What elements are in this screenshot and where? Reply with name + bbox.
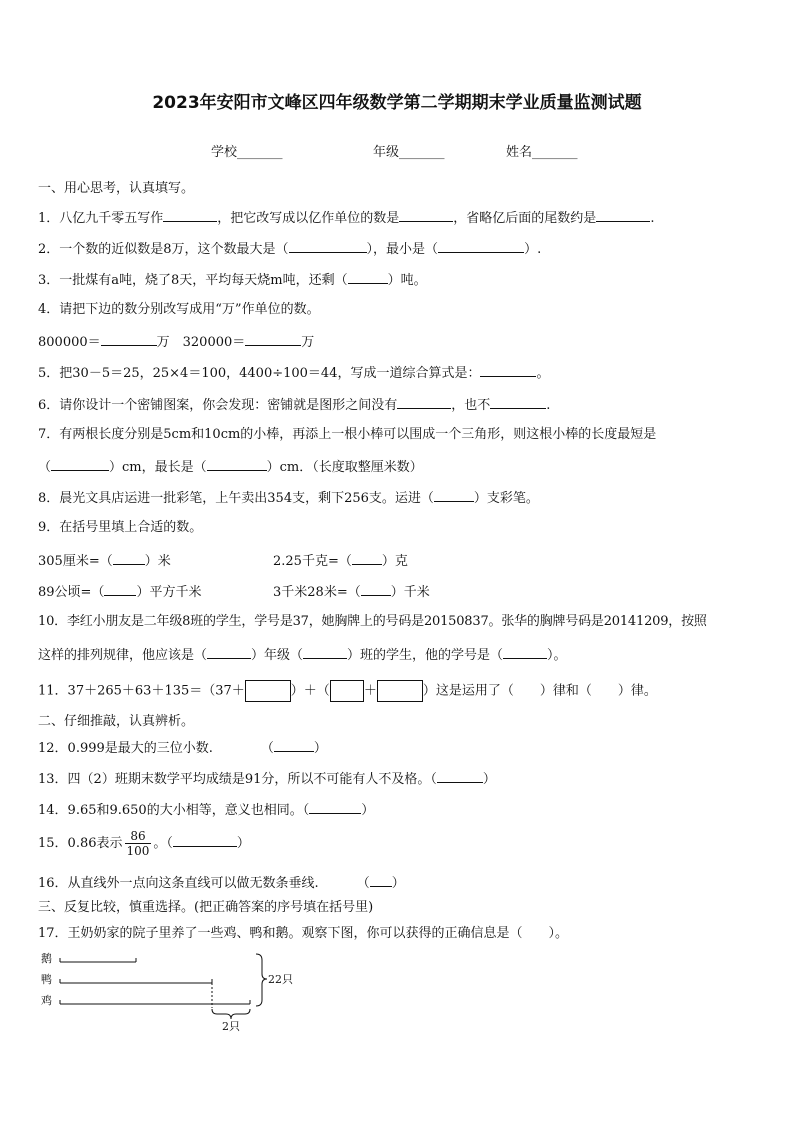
- answer-blank[interactable]: [480, 363, 536, 377]
- total-brace: [256, 954, 267, 1006]
- question-10: 10．李红小朋友是二年级8班的学生，学号是37，她胸牌上的号码是20150837。张华的胸牌号码是20141209，按照: [38, 614, 707, 629]
- line-segment-diagram: [38, 948, 308, 1034]
- page-title: 2023年安阳市文峰区四年级数学第二学期期末学业质量监测试题: [152, 93, 642, 113]
- answer-box[interactable]: [330, 680, 364, 702]
- question-16: 16．从直线外一点向这条直线可以做无数条垂线. （ ）: [38, 873, 405, 893]
- answer-box[interactable]: [245, 680, 291, 702]
- name-field: 姓名_______: [506, 145, 578, 160]
- school-field: 学校_______: [211, 145, 283, 160]
- question-9-row-2-right: 3千米28米=（ ）千米: [273, 582, 430, 602]
- question-12: 12．0.999是最大的三位小数. （ ）: [38, 738, 327, 758]
- answer-blank[interactable]: [437, 769, 483, 783]
- goose-label: 鹅: [41, 952, 52, 965]
- answer-blank[interactable]: [207, 457, 267, 471]
- answer-blank[interactable]: [173, 833, 237, 847]
- question-1: 1．八亿九千零五写作 ，把它改写成以亿作单位的数是 ，省略亿后面的尾数约是 .: [38, 208, 654, 228]
- answer-blank[interactable]: [490, 395, 546, 409]
- question-17: 17．王奶奶家的院子里养了一些鸡、鸭和鹅。观察下图，你可以获得的正确信息是（ ）。: [38, 926, 569, 941]
- chicken-label: 鸡: [41, 994, 52, 1007]
- question-7-blanks: （ ）cm，最长是（ ）cm．（长度取整厘米数）: [38, 457, 423, 477]
- question-4: 4．请把下边的数分别改写成用“万”作单位的数。: [38, 302, 320, 317]
- duck-label: 鸭: [41, 973, 52, 986]
- question-9-row-1-left: 305厘米=（ ）米: [38, 551, 171, 571]
- answer-blank[interactable]: [596, 208, 650, 222]
- answer-blank[interactable]: [309, 800, 361, 814]
- question-3: 3．一批煤有a吨，烧了8天，平均每天烧m吨，还剩（ ）吨。: [38, 270, 427, 290]
- answer-blank[interactable]: [361, 582, 391, 596]
- fraction: $\frac{86}{100}$: [126, 829, 150, 858]
- question-2: 2．一个数的近似数是8万，这个数最大是（ ），最小是（ ）.: [38, 239, 541, 259]
- difference-label: 2只: [222, 1020, 240, 1033]
- section-2-heading: 二、仔细推敲，认真辨析。: [38, 714, 195, 729]
- grade-field: 年级_______: [373, 145, 445, 160]
- question-7: 7．有两根长度分别是5cm和10cm的小棒，再添上一根小棒可以围成一个三角形，则这根小棒的长度最短是: [38, 427, 657, 442]
- answer-blank[interactable]: [101, 332, 157, 346]
- difference-brace: [212, 1009, 250, 1019]
- answer-blank[interactable]: [207, 645, 251, 659]
- answer-blank[interactable]: [397, 395, 451, 409]
- section-1-heading: 一、用心思考，认真填写。: [38, 181, 195, 196]
- answer-blank[interactable]: [348, 270, 388, 284]
- answer-blank[interactable]: [104, 582, 136, 596]
- question-14: 14．9.65和9.650的大小相等，意义也相同。（ ）: [38, 800, 374, 820]
- answer-blank[interactable]: [434, 488, 474, 502]
- question-11: 11．37＋265＋63＋135＝（37＋ ）＋（ ＋ ）这是运用了（ ）律和（ ）律。: [38, 680, 657, 703]
- answer-blank[interactable]: [113, 551, 145, 565]
- answer-blank[interactable]: [503, 645, 547, 659]
- answer-blank[interactable]: [163, 208, 217, 222]
- question-6: 6．请你设计一个密铺图案，你会发现：密铺就是图形之间没有 ，也不 .: [38, 395, 550, 415]
- question-9-row-2-left: 89公顷=（ ）平方千米: [38, 582, 201, 602]
- answer-blank[interactable]: [438, 239, 524, 253]
- answer-blank[interactable]: [274, 738, 314, 752]
- question-8: 8．晨光文具店运进一批彩笔，上午卖出354支，剩下256支。运进（ ）支彩笔。: [38, 488, 539, 508]
- question-9: 9．在括号里填上合适的数。: [38, 520, 203, 535]
- answer-blank[interactable]: [352, 551, 382, 565]
- total-label: 22只: [268, 973, 293, 986]
- section-3-heading: 三、反复比较，慎重选择。(把正确答案的序号填在括号里): [38, 900, 374, 915]
- answer-blank[interactable]: [289, 239, 367, 253]
- answer-blank[interactable]: [51, 457, 109, 471]
- question-9-row-1-right: 2.25千克=（ ）克: [273, 551, 408, 571]
- question-10-blanks: 这样的排列规律，他应该是（ ）年级（ ）班的学生，他的学号是（ ）。: [38, 645, 567, 665]
- answer-blank[interactable]: [303, 645, 347, 659]
- question-4-blanks: 800000＝ 万 320000＝ 万: [38, 332, 314, 352]
- question-13: 13．四（2）班期末数学平均成绩是91分，所以不可能有人不及格。（ ）: [38, 769, 496, 789]
- answer-blank[interactable]: [245, 332, 301, 346]
- answer-box[interactable]: [377, 680, 423, 702]
- answer-blank[interactable]: [399, 208, 453, 222]
- answer-blank[interactable]: [370, 873, 392, 887]
- question-15: 15．0.86表示 $\frac{86}{100}$ 。（ ）: [38, 829, 250, 858]
- question-5: 5．把30－5＝25，25×4＝100，4400÷100＝44，写成一道综合算式是： 。: [38, 363, 550, 383]
